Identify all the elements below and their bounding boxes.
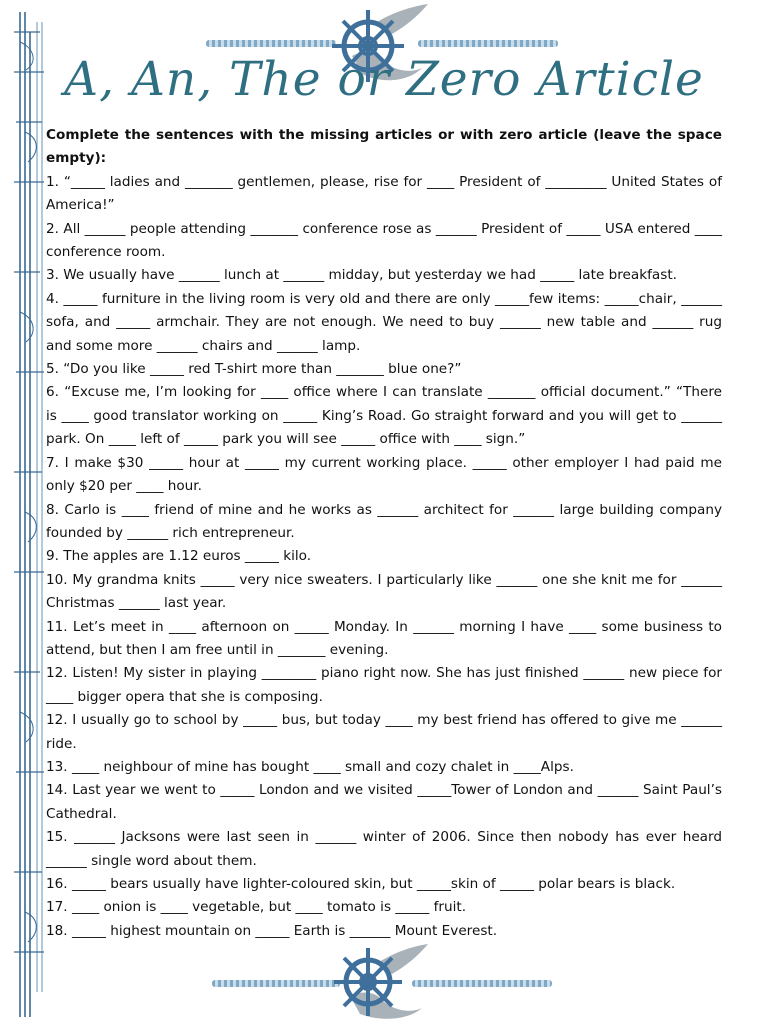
exercise-item: 6. “Excuse me, I’m looking for ____ office where I can translate _______ official document.” “There is ____ good translator working on _____ King’s Road. Go straight forward and you will get to ______ park. On ____ left of _____ park you will see _____ office with ____ sign.”: [46, 384, 722, 448]
exercise-item: 5. “Do you like _____ red T-shirt more than _______ blue one?”: [46, 361, 462, 378]
ship-wheel-icon: [322, 942, 432, 1022]
page-title: A, An, The or Zero Article: [64, 52, 704, 107]
exercise-item: 12. I usually go to school by _____ bus, but today ____ my best friend has offered to give me ______ ride.: [46, 712, 722, 752]
worksheet-body: [46, 124, 722, 943]
exercise-item: 17. ____ onion is ____ vegetable, but ____ tomato is _____ fruit.: [46, 899, 467, 916]
exercise-item: 16. _____ bears usually have lighter-coloured skin, but _____skin of _____ polar bears is black.: [46, 876, 676, 892]
exercise-item: 8. Carlo is ____ friend of mine and he works as ______ architect for ______ large building company founded by ______ rich entrepreneur.: [46, 501, 722, 541]
exercise-item: 3. We usually have ______ lunch at ______ midday, but yesterday we had _____ late breakfast.: [46, 267, 677, 284]
exercise-item: 14. Last year we went to _____ London and we visited _____Tower of London and ______ Saint Paul’s Cathedral.: [46, 782, 722, 822]
rope-decoration: [412, 980, 552, 987]
exercise-item: 18. _____ highest mountain on _____ Earth is ______ Mount Everest.: [46, 922, 498, 939]
exercise-item: 10. My grandma knits _____ very nice sweaters. I particularly like ______ one she knit me for ______ Christmas ______ last year.: [46, 571, 722, 612]
rope-decoration: [212, 980, 340, 987]
exercise-item: 4. _____ furniture in the living room is very old and there are only _____few items: _____chair, ______ sofa, and _____ armchair. They are not enough. We need to buy ______ new table and ______ rug and some more ______ chairs and ______ lamp.: [46, 290, 722, 354]
rope-decoration: [418, 40, 558, 47]
exercise-item: 2. All ______ people attending _______ conference rose as ______ President of _____ USA entered ____ conference room.: [46, 220, 722, 261]
exercise-item: 15. ______ Jacksons were last seen in ______ winter of 2006. Since then nobody has ever heard ______ single word about them.: [46, 829, 722, 869]
exercise-item: 13. ____ neighbour of mine has bought ____ small and cozy chalet in ____Alps.: [46, 758, 574, 775]
instructions: Complete the sentences with the missing articles or with zero article (leave the space empty):: [46, 127, 722, 167]
exercise-item: 12. Listen! My sister in playing ________ piano right now. She has just finished ______ new piece for ____ bigger opera that she is composing.: [46, 665, 722, 705]
rope-decoration: [206, 40, 336, 47]
exercise-item: 7. I make $30 _____ hour at _____ my current working place. _____ other employer I had paid me only $20 per ____ hour.: [46, 454, 722, 495]
exercise-item: 11. Let’s meet in ____ afternoon on _____ Monday. In ______ morning I have ____ some business to attend, but then I am free until in _______ evening.: [46, 618, 722, 658]
exercise-item: 9. The apples are 1.12 euros _____ kilo.: [46, 548, 312, 565]
exercise-item: 1. “_____ ladies and _______ gentlemen, please, rise for ____ President of _________ United States of America!”: [46, 173, 722, 214]
